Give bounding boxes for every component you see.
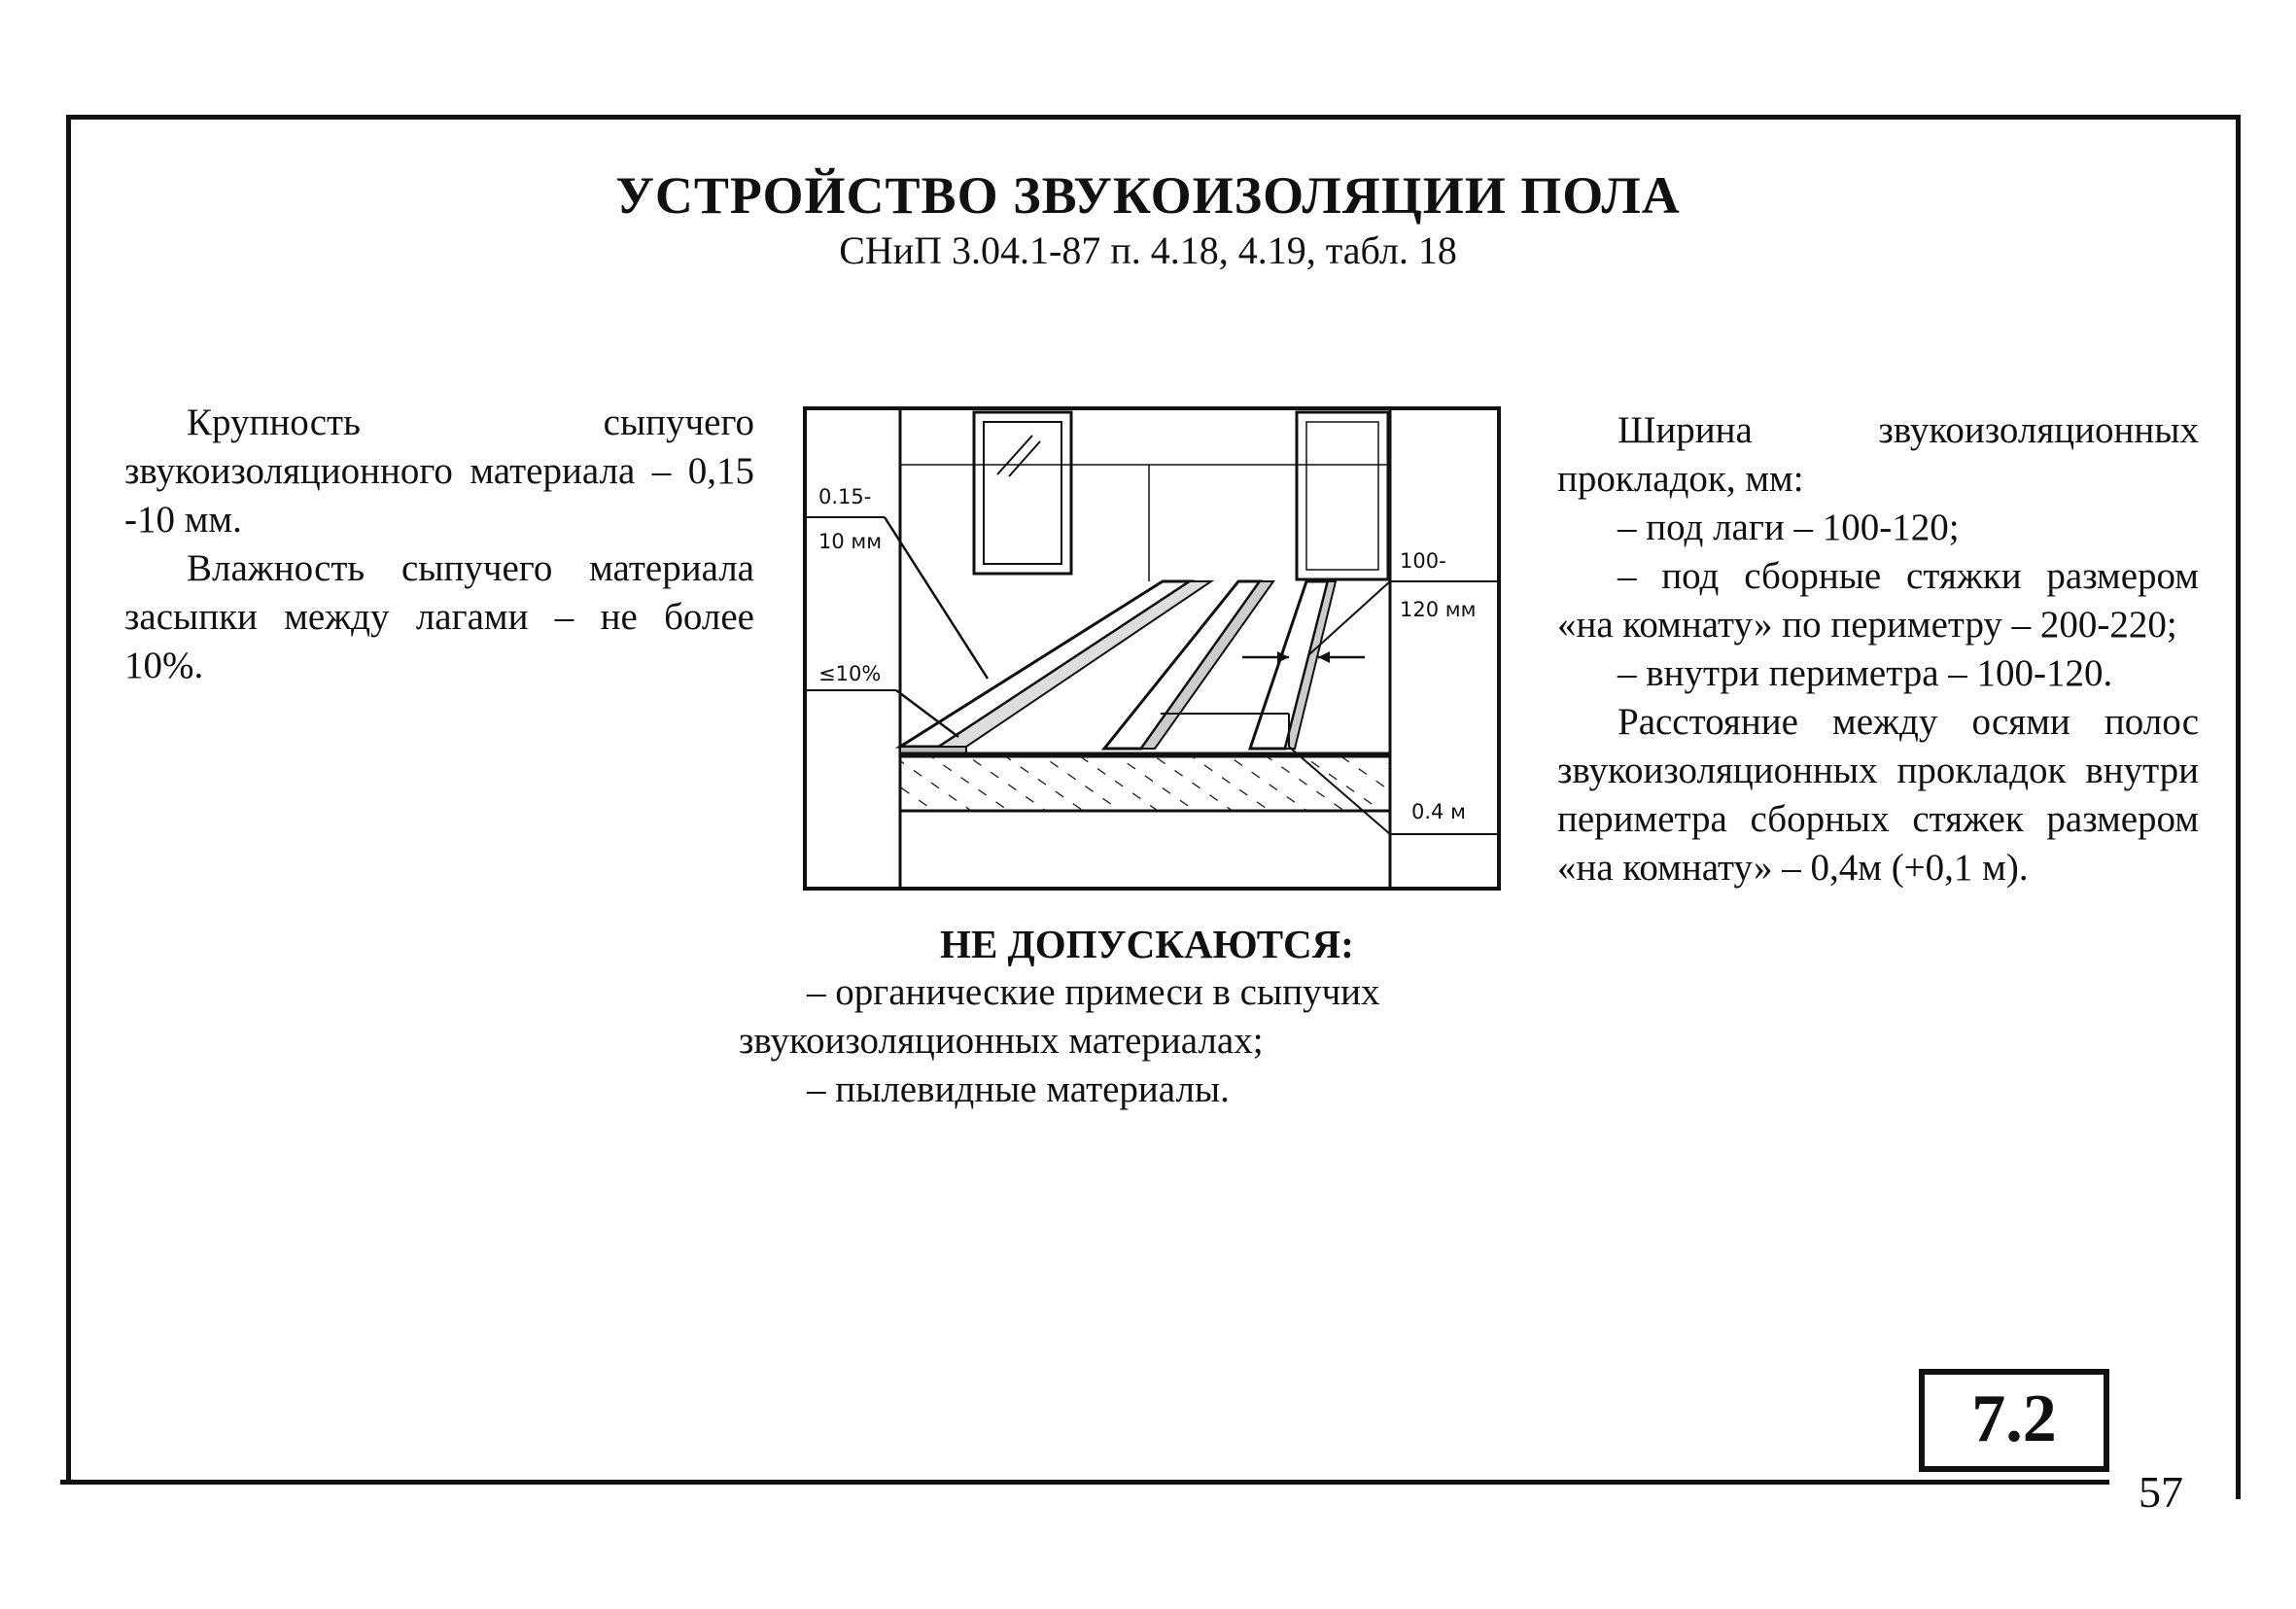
not-allowed-item: – пылевидные материалы. (807, 1068, 1230, 1110)
width-item: – внутри периметра – 100-120. (1618, 652, 2113, 694)
label-moisture: ≤10% (818, 662, 882, 685)
frame-right-border (2236, 115, 2241, 1499)
width-heading: Ширина звукоизоляционных прокладок, мм: (1557, 409, 2199, 500)
left-text-block (124, 399, 754, 690)
floor-soundproofing-diagram (803, 406, 1503, 892)
label-width-top: 100- (1400, 549, 1446, 573)
diagram-frame (805, 408, 1499, 889)
floor-joists (900, 581, 1336, 754)
frame-left-border (66, 115, 71, 1484)
spacing-paragraph: Расстояние между осями полос звукоизоляционных прокладок внутри периметра сборных стяжек размером «на комнату» – 0,4м (+0,1 м). (1557, 701, 2199, 889)
label-size-top: 0.15- (818, 485, 872, 508)
page-title: УСТРОЙСТВО ЗВУКОИЗОЛЯЦИИ ПОЛА (615, 166, 1681, 225)
not-allowed-item: – органические примеси в сыпучих звукоизоляционных материалах; (739, 971, 1380, 1062)
not-allowed-block (739, 920, 1555, 1114)
section-number-badge: 7.2 (1919, 1369, 2109, 1472)
label-spacing: 0.4 м (1411, 800, 1466, 823)
door-illustration (1297, 412, 1388, 579)
grain-size-paragraph: Крупность сыпучего звукоизоляционного материала – 0,15 -10 мм. (124, 402, 754, 541)
moisture-paragraph: Влажность сыпучего материала засыпки между лагами – не более 10%. (124, 547, 754, 686)
width-item: – под лаги – 100-120; (1618, 507, 1960, 548)
label-width-bottom: 120 мм (1400, 598, 1477, 621)
slab-section (900, 754, 1390, 811)
not-allowed-heading: НЕ ДОПУСКАЮТСЯ: (940, 922, 1354, 966)
page-number: 57 (2139, 1467, 2183, 1517)
label-size-bottom: 10 мм (818, 530, 883, 553)
page-subtitle: СНиП 3.04.1-87 п. 4.18, 4.19, табл. 18 (839, 228, 1457, 272)
frame-bottom-border (60, 1480, 2109, 1485)
window-illustration (974, 412, 1071, 574)
right-text-block (1557, 406, 2199, 892)
frame-top-border (66, 115, 2240, 120)
width-item: – под сборные стяжки размером «на комнату» по периметру – 200-220; (1557, 555, 2199, 646)
